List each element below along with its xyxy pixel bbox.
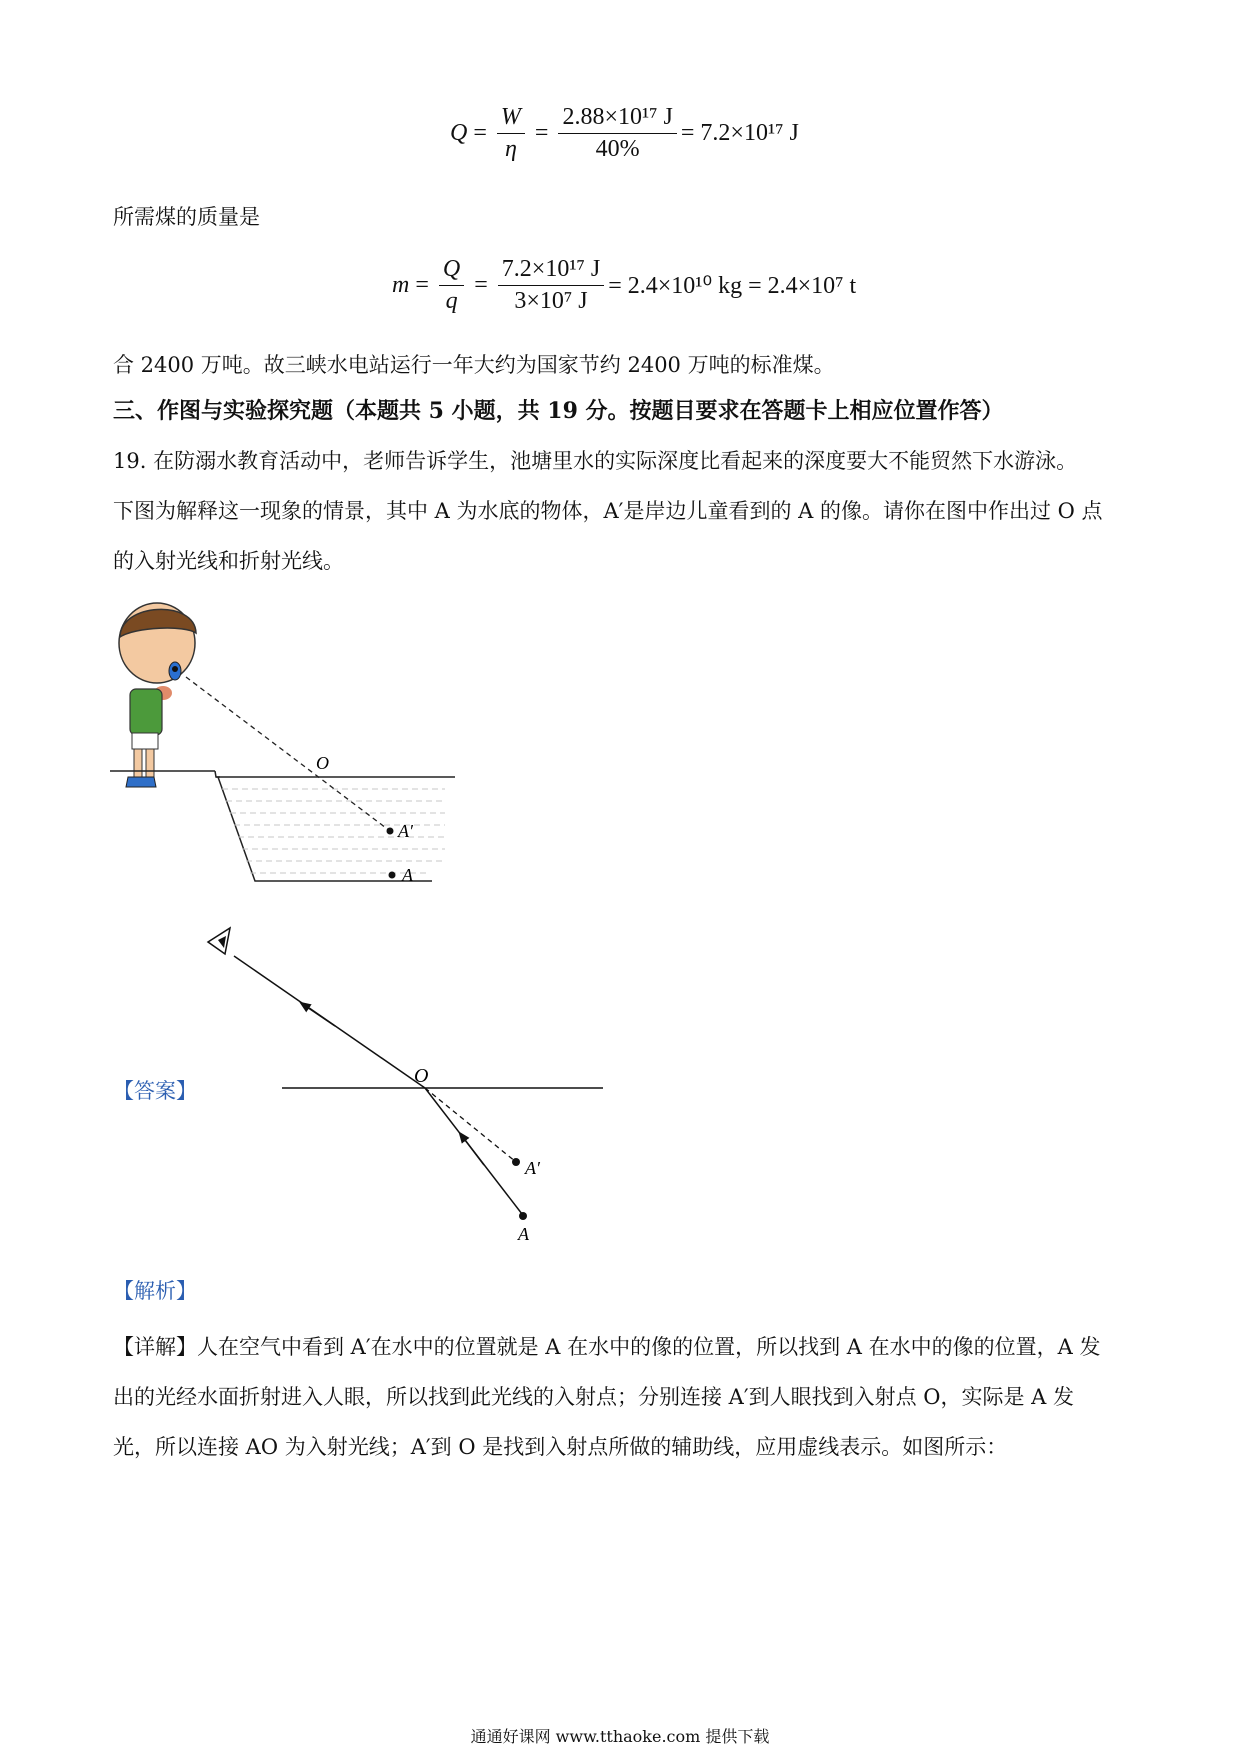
auxiliary-dashed-line bbox=[425, 1088, 516, 1162]
eq1-f1-num: W bbox=[497, 104, 525, 134]
eq2-f2-num: 7.2×10¹⁷ J bbox=[498, 256, 604, 286]
eq1-f1-den: η bbox=[504, 136, 517, 162]
page-footer: 通通好课网 www.tthaoke.com 提供下载 bbox=[470, 1727, 770, 1746]
eq1-f2-num: 2.88×10¹⁷ J bbox=[558, 104, 676, 134]
label-Aprime: A′ bbox=[398, 821, 413, 841]
label-A: A bbox=[402, 865, 413, 885]
analysis-label: 【解析】 bbox=[113, 1279, 197, 1303]
figure-answer-rays bbox=[200, 910, 620, 1270]
detail-explanation bbox=[113, 1322, 1133, 1472]
eq2-rhs: = 2.4×10¹⁰ kg = 2.4×10⁷ t bbox=[608, 273, 857, 299]
eq1-fraction-1 bbox=[497, 104, 525, 163]
equation-mass: m = $\frac{Q}{q}$ = $\frac{\text{7.2×10¹⁷ J}}{\text{3×10⁷ J}}$ = 2.4×10¹⁰ kg = 2.4×10⁷ t bbox=[392, 256, 857, 314]
eq2-f2-den: 3×10⁷ J bbox=[514, 288, 588, 314]
label-A-answer: A bbox=[518, 1224, 529, 1244]
answer-label: 【答案】 bbox=[113, 1079, 197, 1103]
point-A-answer bbox=[519, 1212, 527, 1220]
point-Aprime-answer bbox=[512, 1158, 520, 1166]
text-conclusion: 合 2400 万吨。故三峡水电站运行一年大约为国家节约 2400 万吨的标准煤。 bbox=[113, 353, 835, 377]
eye-icon bbox=[208, 928, 230, 954]
sight-line-dashed bbox=[186, 677, 390, 831]
eq1-fraction-2 bbox=[558, 104, 676, 163]
q19-line3: 的入射光线和折射光线。 bbox=[113, 549, 344, 573]
label-O: O bbox=[316, 753, 329, 773]
text-coal-mass: 所需煤的质量是 bbox=[113, 205, 260, 229]
eq2-fraction-2 bbox=[498, 256, 604, 315]
point-Aprime bbox=[387, 828, 394, 835]
detail-line3: 光，所以连接 AO 为入射光线；A′到 O 是找到入射点所做的辅助线，应用虚线表示。如图所示： bbox=[113, 1435, 1008, 1459]
label-Aprime-answer: A′ bbox=[525, 1158, 540, 1178]
eq2-lhs: m bbox=[392, 272, 410, 298]
eq2-f1-num: Q bbox=[439, 256, 464, 286]
eq1-f2-den: 40% bbox=[595, 136, 640, 162]
eq1-rhs: = 7.2×10¹⁷ J bbox=[680, 120, 799, 146]
eq2-fraction-1 bbox=[439, 256, 464, 315]
label-O-answer: O bbox=[414, 1065, 429, 1087]
eq2-equals: = bbox=[415, 272, 429, 298]
question-19 bbox=[113, 436, 1133, 586]
detail-line1: 【详解】人在空气中看到 A′在水中的位置就是 A 在水中的像的位置，所以找到 A 在水中的像的位置，A 发 bbox=[113, 1335, 1101, 1359]
detail-line2: 出的光经水面折射进入人眼，所以找到此光线的入射点；分别连接 A′到人眼找到入射点 O，实际是 A 发 bbox=[113, 1385, 1075, 1409]
figure-pond-scene bbox=[110, 595, 470, 895]
q19-line1: 19. 在防溺水教育活动中，老师告诉学生，池塘里水的实际深度比看起来的深度要大不能贸然下水游泳。 bbox=[113, 449, 1078, 473]
point-A bbox=[389, 872, 396, 879]
eq2-f1-den: q bbox=[445, 288, 458, 314]
eq1-equals: = bbox=[473, 120, 487, 146]
section-heading: 三、作图与实验探究题（本题共 5 小题，共 19 分。按题目要求在答题卡上相应位置作答） bbox=[113, 398, 1004, 424]
eq1-lhs: Q bbox=[450, 120, 468, 146]
q19-line2: 下图为解释这一现象的情景，其中 A 为水底的物体，A′是岸边儿童看到的 A 的像。请你在图中作出过 O 点 bbox=[113, 499, 1103, 523]
boy-illustration bbox=[119, 603, 196, 787]
equation-heat: Q = $\frac{W}{\eta}$ = $\frac{\text{2.88×10¹⁷ J}}{40\%}$ = 7.2×10¹⁷ J bbox=[450, 104, 799, 162]
